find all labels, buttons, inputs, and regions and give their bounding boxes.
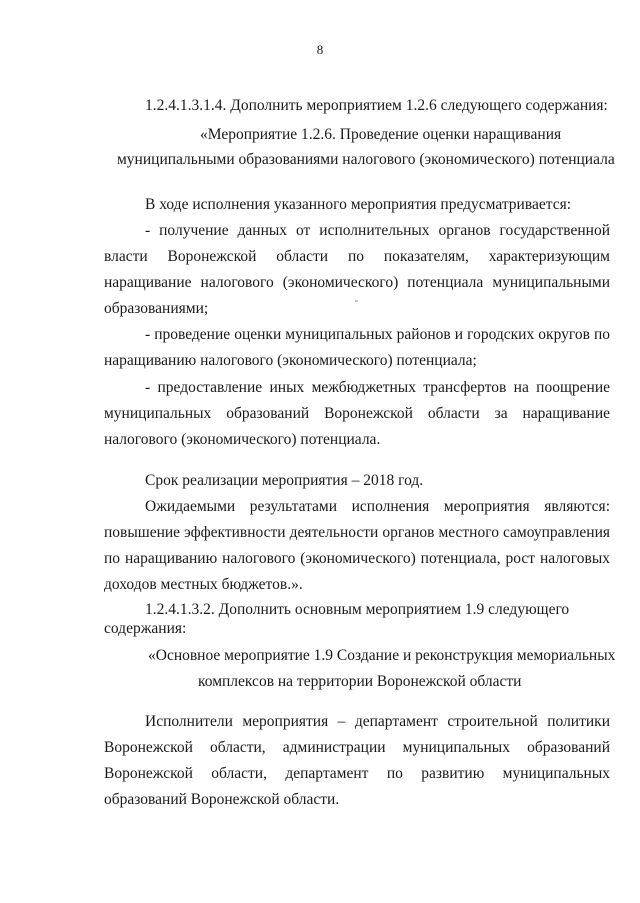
scan-speck: [355, 300, 358, 302]
paragraph-line: - предоставление иных межбюджетных трансфертов на поощрение: [145, 379, 610, 396]
paragraph-line: наращивание налогового (экономического) потенциала муниципальными: [104, 274, 610, 291]
paragraph-line: образований Воронежской области.: [104, 791, 340, 808]
paragraph-line: 1.2.4.1.3.1.4. Дополнить мероприятием 1.2.6 следующего содержания:: [145, 97, 608, 114]
paragraph-line: власти Воронежской области по показателям, характеризующим: [104, 248, 610, 265]
page-number: 8: [316, 42, 324, 57]
paragraph-line: - получение данных от исполнительных органов государственной: [145, 222, 610, 239]
paragraph-line: Ожидаемыми результатами исполнения мероприятия являются:: [145, 498, 610, 515]
paragraph-line: образованиями;: [104, 300, 209, 317]
paragraph-line: повышение эффективности деятельности органов местного самоуправления: [104, 524, 610, 541]
paragraph-line: доходов местных бюджетов.».: [104, 576, 303, 593]
paragraph-line: Воронежской области, администрации муниципальных образований: [104, 739, 610, 756]
paragraph-line: - проведение оценки муниципальных районов и городских округов по: [145, 326, 610, 343]
paragraph-line: Воронежской области, департамент по развитию муниципальных: [104, 765, 610, 782]
paragraph-line: муниципальных образований Воронежской области за наращивание: [104, 405, 610, 422]
section-heading-line: комплексов на территории Воронежской области: [198, 673, 522, 690]
paragraph-line: налогового (экономического) потенциала.: [104, 431, 381, 448]
paragraph-line: 1.2.4.1.3.2. Дополнить основным мероприятием 1.9 следующего: [145, 601, 570, 618]
paragraph-line: «Мероприятие 1.2.6. Проведение оценки наращивания: [200, 126, 562, 143]
paragraph-line: наращиванию налогового (экономического) потенциала;: [104, 352, 477, 369]
section-heading-line: «Основное мероприятие 1.9 Создание и реконструкция мемориальных: [148, 647, 616, 664]
paragraph-line: В ходе исполнения указанного мероприятия предусматривается:: [145, 196, 572, 213]
paragraph-line: Срок реализации мероприятия – 2018 год.: [145, 472, 424, 489]
paragraph-line: по наращиванию налогового (экономического) потенциала, рост налоговых: [104, 550, 610, 567]
paragraph-line: муниципальными образованиями налогового (экономического) потенциала: [117, 151, 615, 168]
paragraph-line: Исполнители мероприятия – департамент строительной политики: [145, 713, 610, 730]
paragraph-line: содержания:: [104, 620, 187, 637]
